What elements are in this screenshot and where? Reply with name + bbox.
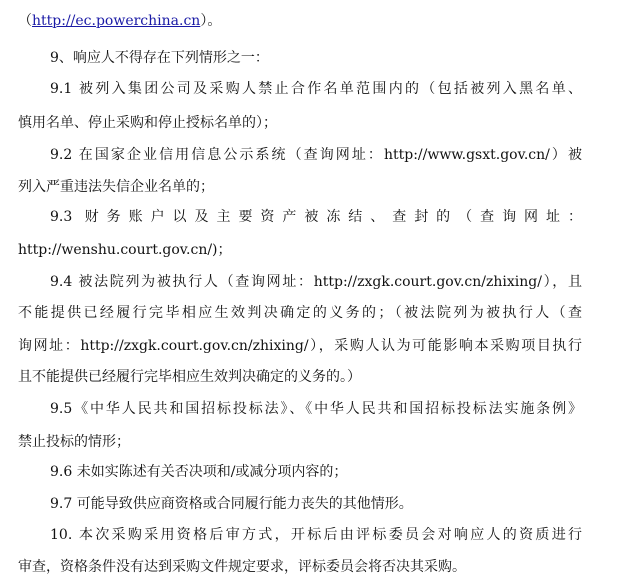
doc-line-4: 9.2 在国家企业信用信息公示系统（查询网址：http://www.gsxt.gov.cn/）被 bbox=[50, 147, 582, 163]
doc-line-8: 9.4 被法院列为被执行人（查询网址：http://zxgk.court.gov.cn/zhixing/），且 bbox=[50, 274, 582, 290]
doc-line-15: 9.7 可能导致供应商资格或合同履行能力丧失的其他情形。 bbox=[50, 496, 413, 512]
paren-open: （ bbox=[18, 13, 32, 29]
doc-line-16: 10. 本次采购采用资格后审方式，开标后由评标委员会对响应人的资质进行 bbox=[50, 527, 582, 543]
doc-line-14: 9.6 未如实陈述有关否决项和/或减分项内容的； bbox=[50, 464, 348, 480]
doc-line-9: 不能提供已经履行完毕相应生效判决确定的义务的；（被法院列为被执行人（查 bbox=[18, 305, 582, 321]
doc-line-7: http://wenshu.court.gov.cn/)； bbox=[18, 242, 232, 258]
doc-line-10: 询网址：http://zxgk.court.gov.cn/zhixing/），采购人认为可能影响本采购项目执行 bbox=[18, 338, 582, 354]
doc-line-6: 9.3 财务账户以及主要资产被冻结、查封的（查询网址： bbox=[50, 209, 582, 225]
doc-line-11: 且不能提供已经履行完毕相应生效判决确定的义务的。） bbox=[18, 369, 361, 385]
paren-close: ）。 bbox=[200, 13, 222, 29]
doc-line-5: 列入严重违法失信企业名单的； bbox=[18, 179, 214, 195]
doc-line-12: 9.5《中华人民共和国招标投标法》、《中华人民共和国招标投标法实施条例》 bbox=[50, 401, 582, 417]
doc-line-13: 禁止投标的情形； bbox=[18, 434, 130, 450]
doc-line-17: 审查，资格条件没有达到采购文件规定要求，评标委员会将否决其采购。 bbox=[18, 559, 466, 575]
doc-line-3: 慎用名单、停止采购和停止授标名单的）； bbox=[18, 115, 277, 131]
doc-line-1: 9、响应人不得存在下列情形之一： bbox=[50, 50, 269, 66]
doc-line-2: 9.1 被列入集团公司及采购人禁止合作名单范围内的（包括被列入黑名单、 bbox=[50, 81, 582, 97]
powerchina-link[interactable]: http://ec.powerchina.cn bbox=[32, 13, 201, 29]
doc-line-0 bbox=[18, 6, 221, 36]
